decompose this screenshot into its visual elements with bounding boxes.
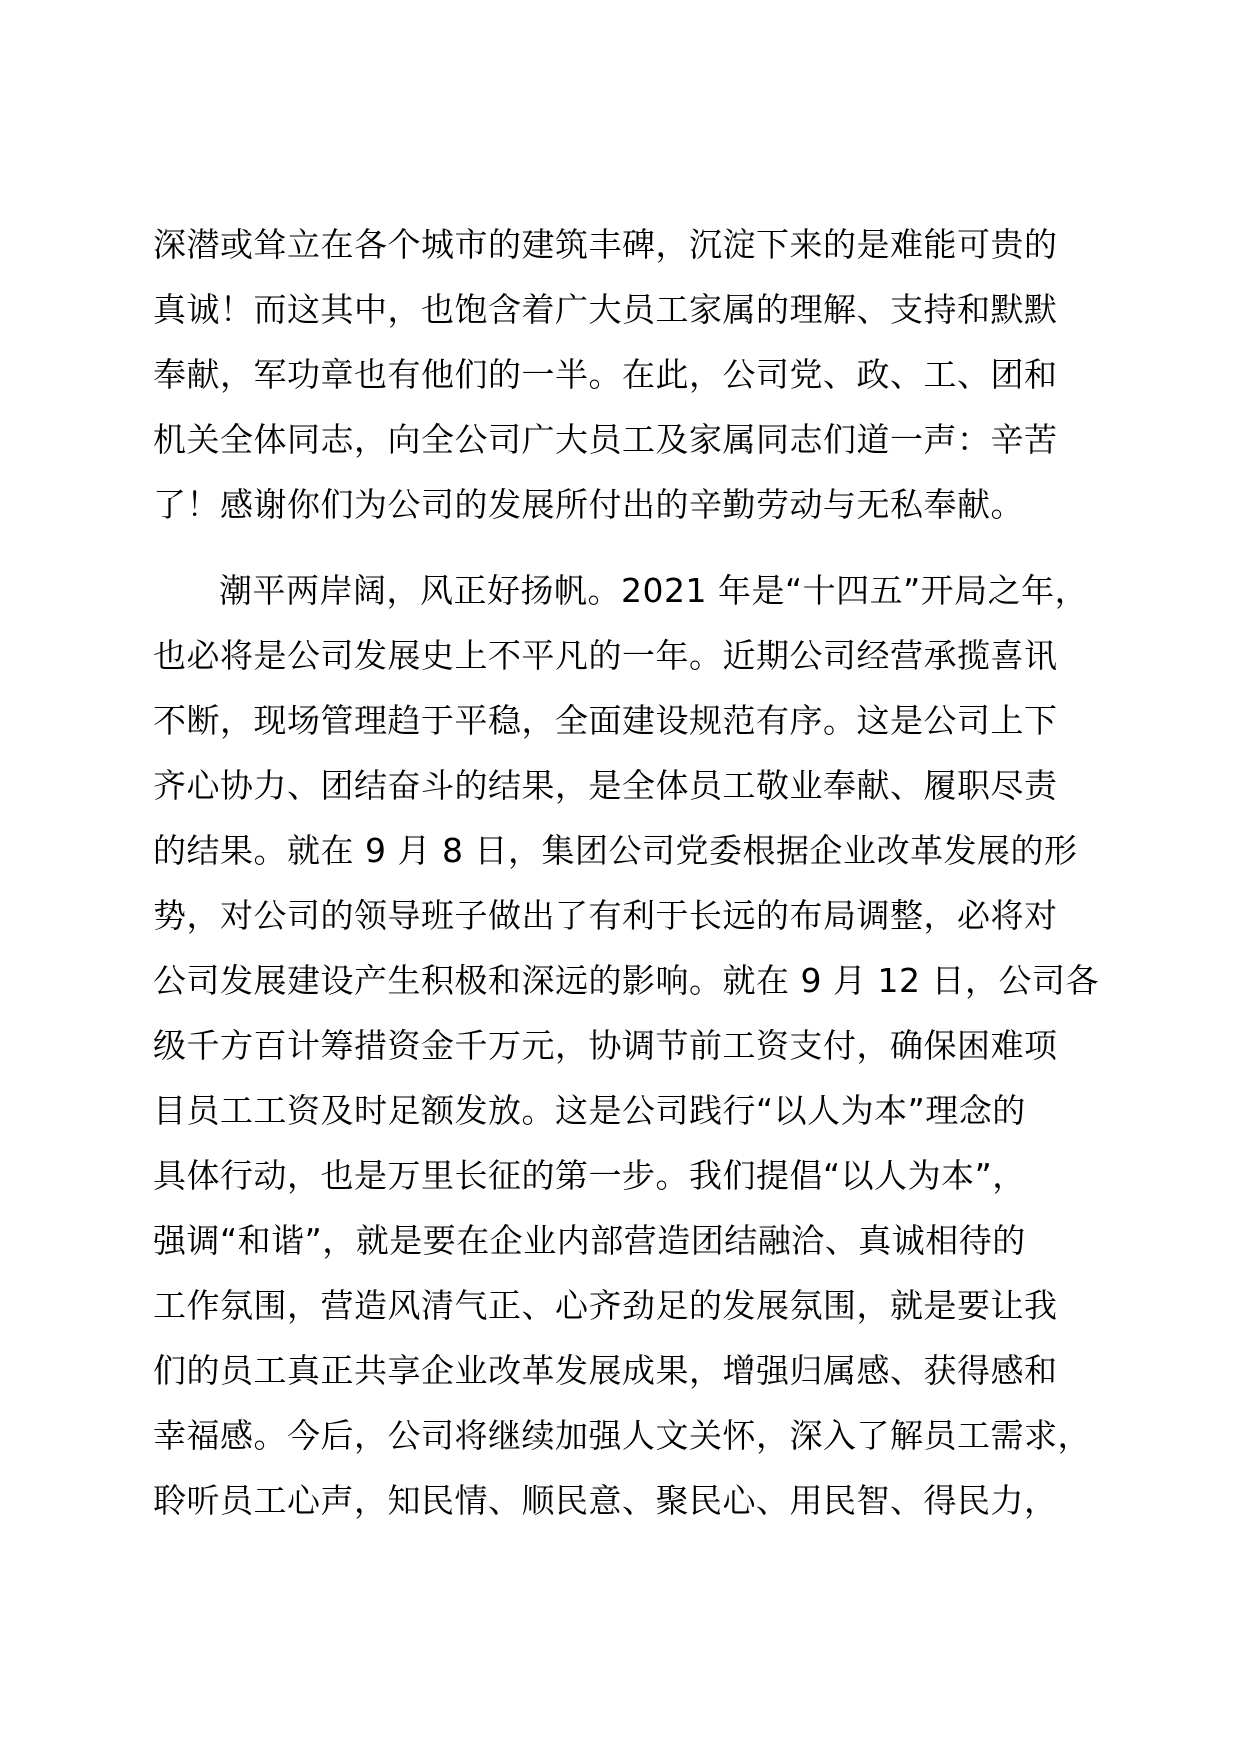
paragraph-line: 了！感谢你们为公司的发展所付出的辛勤劳动与无私奉献。: [153, 485, 1024, 524]
paragraph-line: 真诚！而这其中，也饱含着广大员工家属的理解、支持和默默: [153, 290, 1058, 329]
paragraph-line: 也必将是公司发展史上不平凡的一年。近期公司经营承揽喜讯: [153, 636, 1058, 675]
paragraph-line: 势，对公司的领导班子做出了有利于长远的布局调整，必将对: [153, 896, 1058, 935]
paragraph-line: 强调“和谐”，就是要在企业内部营造团结融洽、真诚相待的: [153, 1221, 1026, 1260]
paragraph-line: 聆听员工心声，知民情、顺民意、聚民心、用民智、得民力，: [153, 1481, 1058, 1520]
paragraph-line: 不断，现场管理趋于平稳，全面建设规范有序。这是公司上下: [153, 701, 1058, 740]
paragraph-line: 齐心协力、团结奋斗的结果，是全体员工敬业奉献、履职尽责: [153, 766, 1058, 805]
paragraph-line: 具体行动，也是万里长征的第一步。我们提倡“以人为本”，: [153, 1156, 1026, 1195]
paragraph-line: 奉献，军功章也有他们的一半。在此，公司党、政、工、团和: [153, 355, 1058, 394]
paragraph-line: 们的员工真正共享企业改革发展成果，增强归属感、获得感和: [153, 1351, 1058, 1390]
paragraph-line: 深潜或耸立在各个城市的建筑丰碑，沉淀下来的是难能可贵的: [153, 225, 1058, 264]
paragraph-line: 公司发展建设产生积极和深远的影响。就在 9 月 12 日，公司各: [153, 961, 1099, 1000]
paragraph-line: 潮平两岸阔，风正好扬帆。2021 年是“十四五”开局之年，: [219, 571, 1089, 610]
paragraph-line: 幸福感。今后，公司将继续加强人文关怀，深入了解员工需求，: [153, 1416, 1091, 1455]
paragraph-line: 机关全体同志，向全公司广大员工及家属同志们道一声：辛苦: [153, 420, 1058, 459]
paragraph-line: 工作氛围，营造风清气正、心齐劲足的发展氛围，就是要让我: [153, 1286, 1058, 1325]
paragraph-line: 级千方百计筹措资金千万元，协调节前工资支付，确保困难项: [153, 1026, 1058, 1065]
paragraph-line: 的结果。就在 9 月 8 日，集团公司党委根据企业改革发展的形: [153, 831, 1078, 870]
paragraph-line: 目员工工资及时足额发放。这是公司践行“以人为本”理念的: [153, 1091, 1026, 1130]
